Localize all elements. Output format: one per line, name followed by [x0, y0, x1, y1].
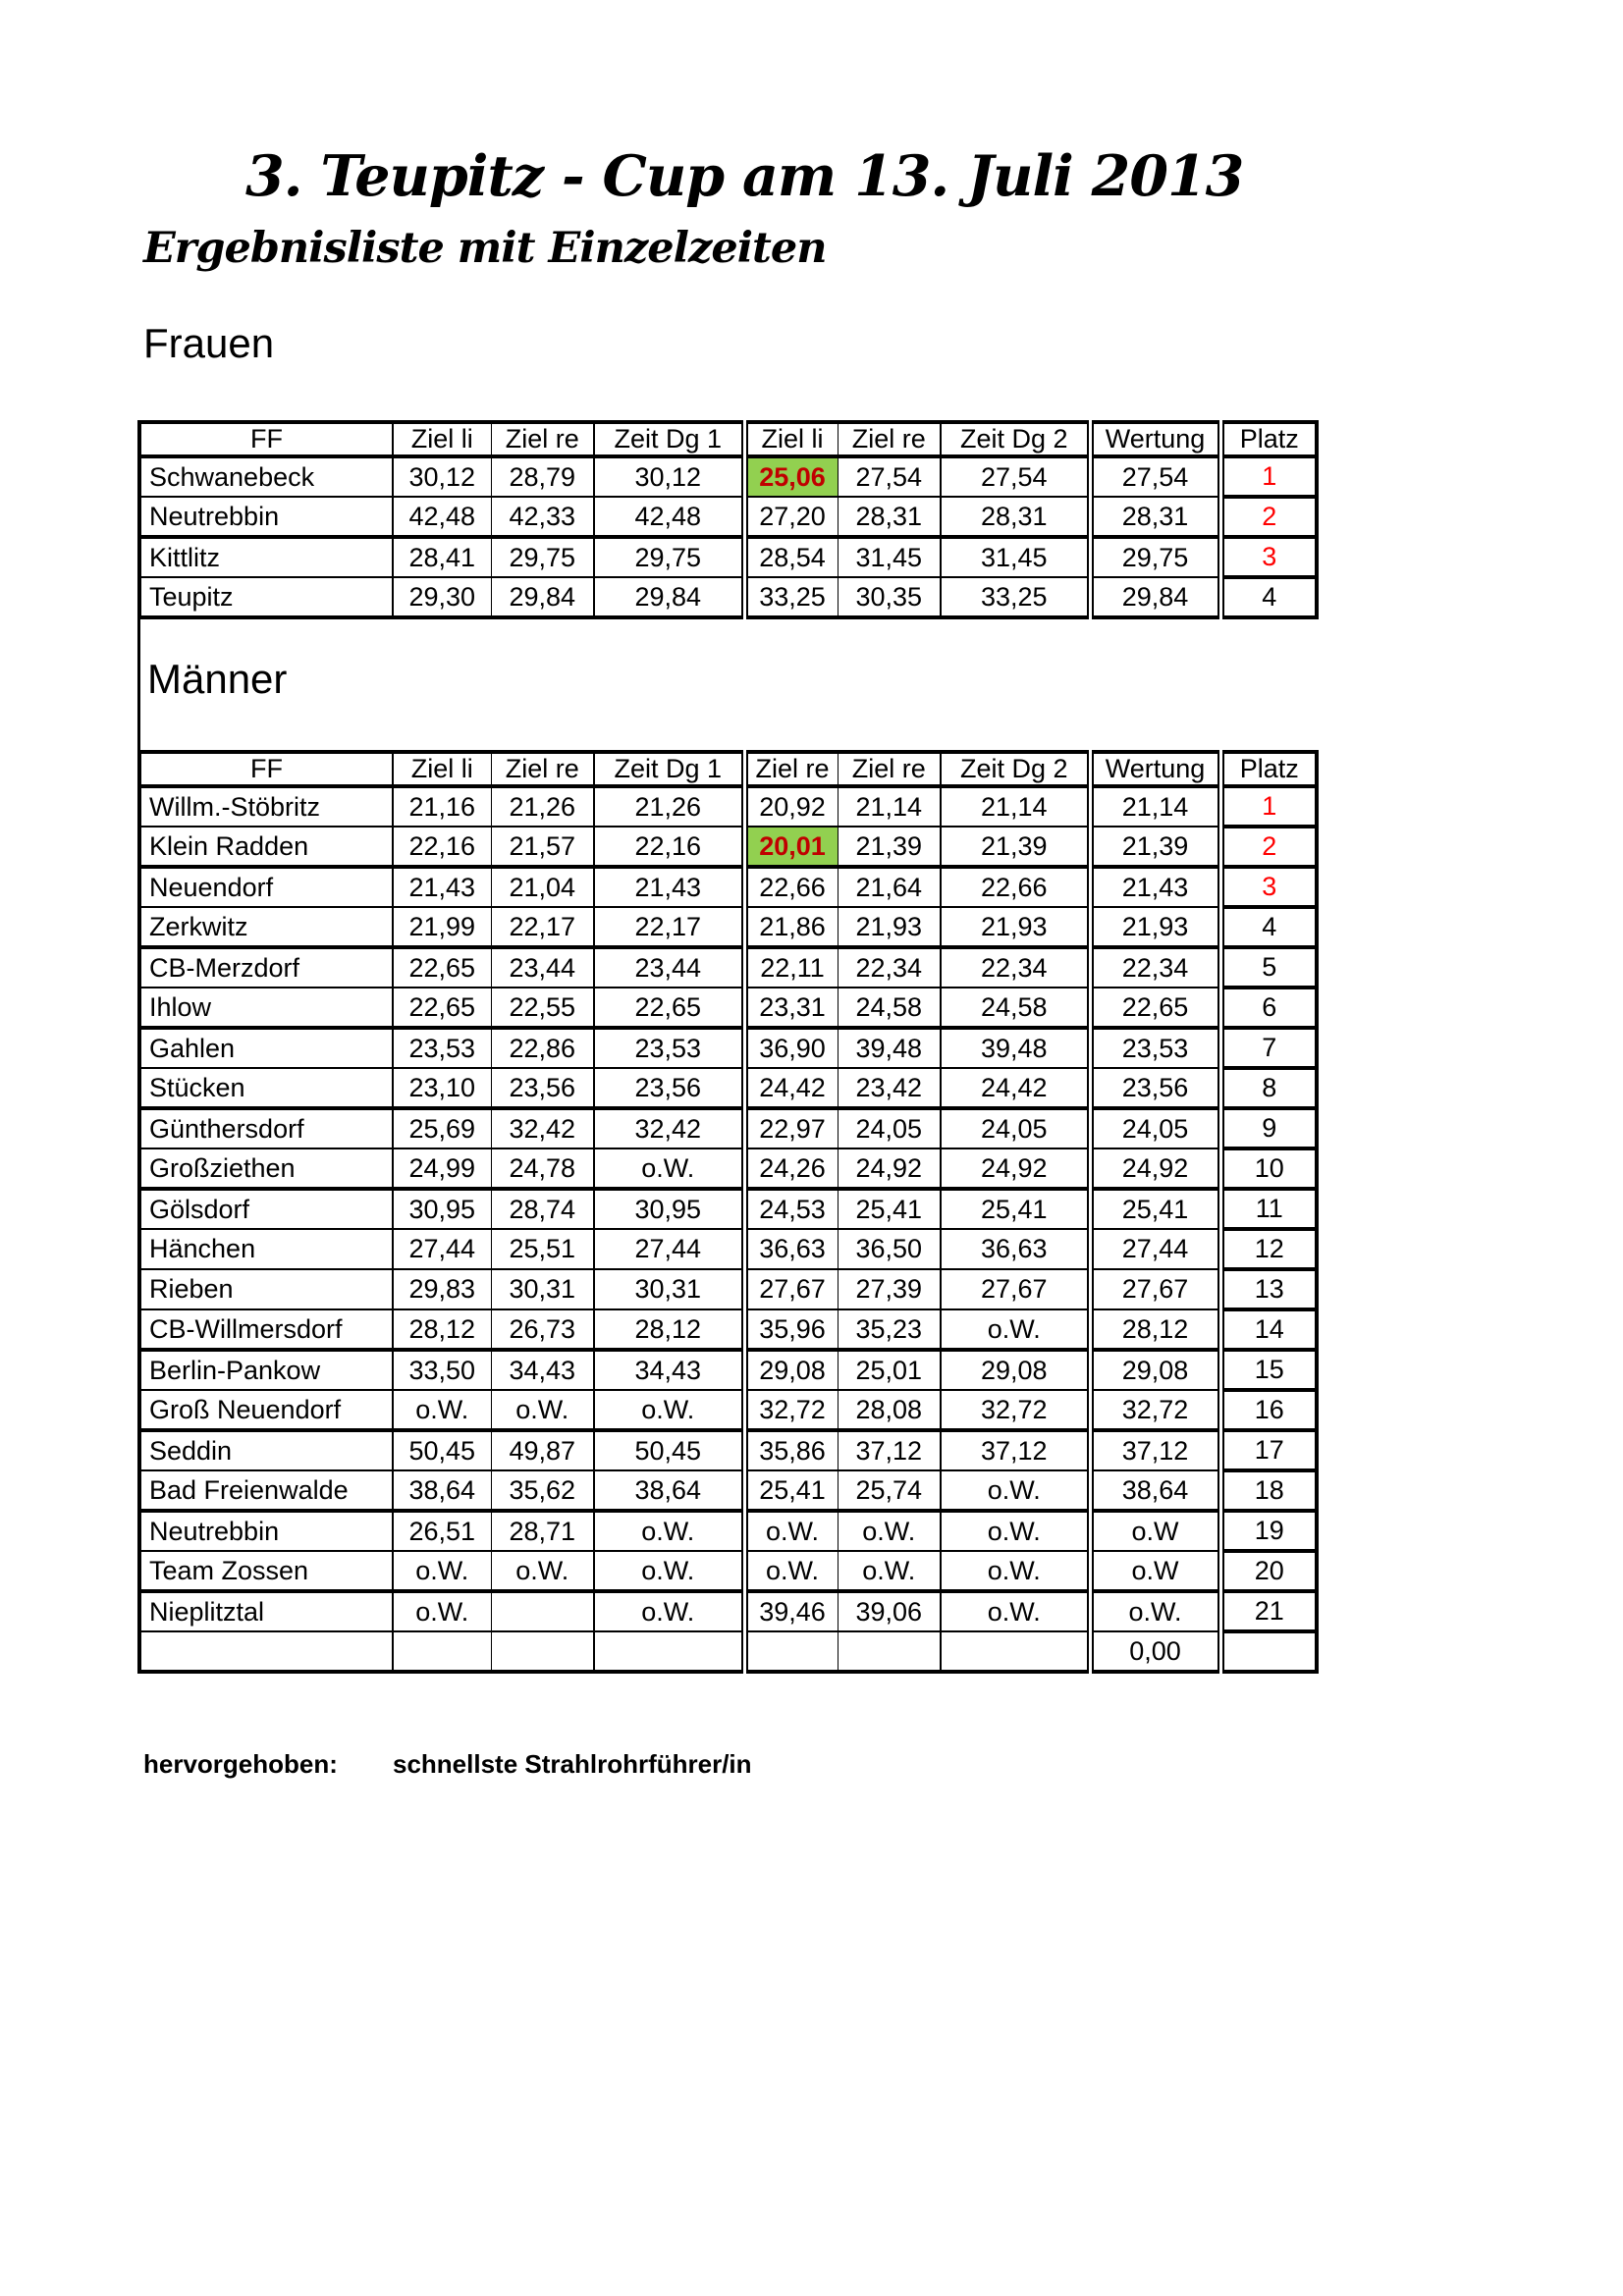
time-cell — [491, 1631, 594, 1672]
time-cell: 27,67 — [1090, 1269, 1220, 1309]
time-cell: 23,42 — [838, 1068, 941, 1108]
team-name-cell: Stücken — [139, 1068, 393, 1108]
time-cell: o.W — [1090, 1511, 1220, 1551]
platz-cell: 13 — [1220, 1269, 1317, 1309]
table-row — [139, 577, 1317, 617]
table-row — [139, 1309, 1317, 1350]
time-cell: 29,30 — [393, 577, 491, 617]
time-cell: 27,20 — [744, 497, 838, 537]
time-cell: 29,84 — [594, 577, 744, 617]
table-row — [139, 1591, 1317, 1631]
time-cell — [941, 1631, 1090, 1672]
frauen-results-table — [137, 420, 1319, 619]
header-row — [139, 422, 1317, 456]
time-cell: 23,56 — [594, 1068, 744, 1108]
time-cell: 27,39 — [838, 1269, 941, 1309]
time-cell: 24,92 — [1090, 1148, 1220, 1189]
table-row — [139, 1229, 1317, 1269]
time-cell: 22,11 — [744, 947, 838, 988]
time-cell: 20,01 — [744, 827, 838, 867]
team-name-cell: Berlin-Pankow — [139, 1350, 393, 1390]
time-cell: o.W. — [941, 1511, 1090, 1551]
time-cell: 35,96 — [744, 1309, 838, 1350]
column-header: Ziel re — [744, 752, 838, 786]
time-cell: 30,31 — [491, 1269, 594, 1309]
time-cell: 28,12 — [594, 1309, 744, 1350]
time-cell: 36,90 — [744, 1028, 838, 1068]
time-cell: 32,42 — [491, 1108, 594, 1148]
time-cell: 25,41 — [838, 1189, 941, 1229]
time-cell: 24,53 — [744, 1189, 838, 1229]
time-cell: o.W. — [393, 1390, 491, 1430]
time-cell: 42,33 — [491, 497, 594, 537]
time-cell: 27,54 — [838, 456, 941, 497]
table-row — [139, 1068, 1317, 1108]
time-cell: 22,66 — [941, 867, 1090, 907]
time-cell: 29,08 — [941, 1350, 1090, 1390]
time-cell: 21,93 — [838, 907, 941, 947]
time-cell: 38,64 — [594, 1470, 744, 1511]
time-cell: 22,97 — [744, 1108, 838, 1148]
time-cell: 33,25 — [941, 577, 1090, 617]
time-cell: 22,65 — [393, 947, 491, 988]
time-cell: 21,39 — [941, 827, 1090, 867]
time-cell: o.W. — [393, 1551, 491, 1591]
time-cell: 21,93 — [1090, 907, 1220, 947]
time-cell: 28,71 — [491, 1511, 594, 1551]
table-row — [139, 786, 1317, 827]
table-row — [139, 456, 1317, 497]
team-name-cell: Ihlow — [139, 988, 393, 1028]
team-name-cell: CB-Merzdorf — [139, 947, 393, 988]
time-cell: 22,65 — [393, 988, 491, 1028]
team-name-cell: CB-Willmersdorf — [139, 1309, 393, 1350]
time-cell: 23,44 — [491, 947, 594, 988]
time-cell: 21,14 — [1090, 786, 1220, 827]
time-cell: 21,16 — [393, 786, 491, 827]
platz-cell: 14 — [1220, 1309, 1317, 1350]
time-cell: 29,84 — [491, 577, 594, 617]
time-cell: o.W. — [594, 1390, 744, 1430]
time-cell: 33,50 — [393, 1350, 491, 1390]
time-cell: 34,43 — [594, 1350, 744, 1390]
team-name-cell: Neutrebbin — [139, 497, 393, 537]
time-cell — [744, 1631, 838, 1672]
time-cell: o.W. — [941, 1470, 1090, 1511]
time-cell: 21,04 — [491, 867, 594, 907]
time-cell: 21,26 — [594, 786, 744, 827]
time-cell: o.W. — [594, 1511, 744, 1551]
time-cell: 27,54 — [941, 456, 1090, 497]
platz-cell: 3 — [1220, 537, 1317, 577]
table-row — [139, 1148, 1317, 1189]
team-name-cell: Großziethen — [139, 1148, 393, 1189]
time-cell: 37,12 — [941, 1430, 1090, 1470]
time-cell: o.W. — [491, 1551, 594, 1591]
table-row — [139, 497, 1317, 537]
time-cell: 30,31 — [594, 1269, 744, 1309]
maenner-table-body — [139, 786, 1317, 1672]
time-cell: 22,34 — [838, 947, 941, 988]
page-subtitle: Ergebnisliste mit Einzelzeiten — [143, 224, 827, 273]
time-cell: 22,55 — [491, 988, 594, 1028]
team-name-cell: Hänchen — [139, 1229, 393, 1269]
platz-cell: 1 — [1220, 786, 1317, 827]
time-cell: 24,58 — [941, 988, 1090, 1028]
time-cell: 29,84 — [1090, 577, 1220, 617]
column-header: Wertung — [1090, 422, 1220, 456]
table-row — [139, 1350, 1317, 1390]
maenner-table-header — [139, 752, 1317, 786]
header-row — [139, 752, 1317, 786]
time-cell: 21,99 — [393, 907, 491, 947]
time-cell: o.W. — [838, 1551, 941, 1591]
time-cell: 26,51 — [393, 1511, 491, 1551]
team-name-cell: Rieben — [139, 1269, 393, 1309]
time-cell: 30,95 — [393, 1189, 491, 1229]
team-name-cell: Neutrebbin — [139, 1511, 393, 1551]
time-cell: 26,73 — [491, 1309, 594, 1350]
time-cell: 21,43 — [594, 867, 744, 907]
table-row — [139, 907, 1317, 947]
platz-cell: 18 — [1220, 1470, 1317, 1511]
column-header: Ziel re — [491, 752, 594, 786]
time-cell: 22,65 — [594, 988, 744, 1028]
platz-cell: 6 — [1220, 988, 1317, 1028]
time-cell: o.W. — [1090, 1591, 1220, 1631]
time-cell: 21,86 — [744, 907, 838, 947]
time-cell: o.W. — [594, 1591, 744, 1631]
frauen-table-header — [139, 422, 1317, 456]
column-header: Platz — [1220, 422, 1317, 456]
time-cell: 21,43 — [393, 867, 491, 907]
time-cell: 21,93 — [941, 907, 1090, 947]
table-row — [139, 1390, 1317, 1430]
time-cell: 21,43 — [1090, 867, 1220, 907]
platz-cell: 9 — [1220, 1108, 1317, 1148]
time-cell: 49,87 — [491, 1430, 594, 1470]
time-cell: 22,17 — [491, 907, 594, 947]
column-header: FF — [139, 422, 393, 456]
time-cell: 24,26 — [744, 1148, 838, 1189]
time-cell: 50,45 — [594, 1430, 744, 1470]
time-cell: o.W. — [744, 1511, 838, 1551]
time-cell: 33,25 — [744, 577, 838, 617]
time-cell: 27,54 — [1090, 456, 1220, 497]
table-row — [139, 1631, 1317, 1672]
time-cell: 23,44 — [594, 947, 744, 988]
time-cell — [838, 1631, 941, 1672]
table-row — [139, 867, 1317, 907]
column-header: Ziel re — [838, 752, 941, 786]
table-row — [139, 1551, 1317, 1591]
time-cell: 29,75 — [1090, 537, 1220, 577]
time-cell: 28,41 — [393, 537, 491, 577]
time-cell: 25,69 — [393, 1108, 491, 1148]
time-cell: 27,44 — [1090, 1229, 1220, 1269]
time-cell: 37,12 — [838, 1430, 941, 1470]
table-row — [139, 988, 1317, 1028]
team-name-cell: Gahlen — [139, 1028, 393, 1068]
section-heading-frauen: Frauen — [143, 320, 275, 366]
time-cell: 38,64 — [393, 1470, 491, 1511]
time-cell: o.W. — [393, 1591, 491, 1631]
time-cell: 27,67 — [744, 1269, 838, 1309]
team-name-cell: Kittlitz — [139, 537, 393, 577]
time-cell: 39,48 — [941, 1028, 1090, 1068]
time-cell: 21,39 — [1090, 827, 1220, 867]
platz-cell: 21 — [1220, 1591, 1317, 1631]
column-header: Zeit Dg 1 — [594, 422, 744, 456]
time-cell: 28,74 — [491, 1189, 594, 1229]
time-cell: 29,75 — [594, 537, 744, 577]
time-cell: 20,92 — [744, 786, 838, 827]
team-name-cell: Teupitz — [139, 577, 393, 617]
time-cell: 36,63 — [941, 1229, 1090, 1269]
time-cell: 24,42 — [941, 1068, 1090, 1108]
time-cell: 23,56 — [491, 1068, 594, 1108]
platz-cell: 12 — [1220, 1229, 1317, 1269]
time-cell: o.W — [1090, 1551, 1220, 1591]
platz-cell: 8 — [1220, 1068, 1317, 1108]
platz-cell: 4 — [1220, 577, 1317, 617]
team-name-cell: Neuendorf — [139, 867, 393, 907]
platz-cell — [1220, 1631, 1317, 1672]
time-cell — [491, 1591, 594, 1631]
platz-cell: 3 — [1220, 867, 1317, 907]
platz-cell: 2 — [1220, 497, 1317, 537]
team-name-cell: Klein Radden — [139, 827, 393, 867]
table-row — [139, 537, 1317, 577]
table-row — [139, 1511, 1317, 1551]
team-name-cell: Günthersdorf — [139, 1108, 393, 1148]
time-cell: 23,53 — [594, 1028, 744, 1068]
team-name-cell: Seddin — [139, 1430, 393, 1470]
time-cell: 29,08 — [744, 1350, 838, 1390]
platz-cell: 5 — [1220, 947, 1317, 988]
table-row — [139, 1108, 1317, 1148]
time-cell: 25,41 — [941, 1189, 1090, 1229]
platz-cell: 1 — [1220, 456, 1317, 497]
column-header: Platz — [1220, 752, 1317, 786]
column-header: Ziel li — [393, 422, 491, 456]
time-cell: 29,75 — [491, 537, 594, 577]
column-header: Zeit Dg 1 — [594, 752, 744, 786]
time-cell: 28,08 — [838, 1390, 941, 1430]
time-cell: 28,31 — [941, 497, 1090, 537]
time-cell: 31,45 — [941, 537, 1090, 577]
time-cell: 34,43 — [491, 1350, 594, 1390]
time-cell: 25,41 — [1090, 1189, 1220, 1229]
section-heading-maenner: Männer — [147, 656, 288, 702]
table-row — [139, 827, 1317, 867]
time-cell — [393, 1631, 491, 1672]
time-cell: 39,46 — [744, 1591, 838, 1631]
time-cell: 39,48 — [838, 1028, 941, 1068]
time-cell: 36,50 — [838, 1229, 941, 1269]
time-cell: 25,74 — [838, 1470, 941, 1511]
time-cell: 42,48 — [393, 497, 491, 537]
column-header: Wertung — [1090, 752, 1220, 786]
time-cell: 30,12 — [393, 456, 491, 497]
time-cell: 21,26 — [491, 786, 594, 827]
time-cell: 24,42 — [744, 1068, 838, 1108]
time-cell: 21,14 — [838, 786, 941, 827]
table-row — [139, 1028, 1317, 1068]
time-cell: 21,14 — [941, 786, 1090, 827]
column-header: Zeit Dg 2 — [941, 422, 1090, 456]
time-cell: o.W. — [594, 1551, 744, 1591]
team-name-cell — [139, 1631, 393, 1672]
time-cell: 24,78 — [491, 1148, 594, 1189]
team-name-cell: Groß Neuendorf — [139, 1390, 393, 1430]
time-cell: 21,64 — [838, 867, 941, 907]
page-title: 3. Teupitz - Cup am 13. Juli 2013 — [245, 143, 1244, 209]
time-cell: o.W. — [491, 1390, 594, 1430]
frauen-table-body — [139, 456, 1317, 617]
time-cell: 24,99 — [393, 1148, 491, 1189]
time-cell: 24,58 — [838, 988, 941, 1028]
time-cell: 22,34 — [1090, 947, 1220, 988]
time-cell: o.W. — [941, 1591, 1090, 1631]
platz-cell: 10 — [1220, 1148, 1317, 1189]
time-cell: 28,54 — [744, 537, 838, 577]
time-cell: 38,64 — [1090, 1470, 1220, 1511]
time-cell: 28,31 — [1090, 497, 1220, 537]
platz-cell: 17 — [1220, 1430, 1317, 1470]
team-name-cell: Schwanebeck — [139, 456, 393, 497]
table-row — [139, 1470, 1317, 1511]
table-row — [139, 947, 1317, 988]
time-cell: 35,62 — [491, 1470, 594, 1511]
time-cell: 32,72 — [744, 1390, 838, 1430]
platz-cell: 15 — [1220, 1350, 1317, 1390]
time-cell: 28,79 — [491, 456, 594, 497]
time-cell: 22,16 — [594, 827, 744, 867]
time-cell: 37,12 — [1090, 1430, 1220, 1470]
time-cell: 32,72 — [1090, 1390, 1220, 1430]
time-cell: 39,06 — [838, 1591, 941, 1631]
time-cell: 22,86 — [491, 1028, 594, 1068]
time-cell: o.W. — [941, 1551, 1090, 1591]
team-name-cell: Nieplitztal — [139, 1591, 393, 1631]
time-cell: 31,45 — [838, 537, 941, 577]
time-cell: o.W. — [941, 1309, 1090, 1350]
time-cell: 25,06 — [744, 456, 838, 497]
time-cell: 0,00 — [1090, 1631, 1220, 1672]
time-cell: 42,48 — [594, 497, 744, 537]
time-cell: 21,57 — [491, 827, 594, 867]
team-name-cell: Team Zossen — [139, 1551, 393, 1591]
time-cell: o.W. — [744, 1551, 838, 1591]
time-cell: 24,92 — [941, 1148, 1090, 1189]
column-header: Zeit Dg 2 — [941, 752, 1090, 786]
time-cell: 28,12 — [393, 1309, 491, 1350]
time-cell — [594, 1631, 744, 1672]
time-cell: 22,34 — [941, 947, 1090, 988]
time-cell: 27,67 — [941, 1269, 1090, 1309]
time-cell: 30,12 — [594, 456, 744, 497]
platz-cell: 11 — [1220, 1189, 1317, 1229]
table-row — [139, 1430, 1317, 1470]
team-name-cell: Willm.-Stöbritz — [139, 786, 393, 827]
time-cell: 29,83 — [393, 1269, 491, 1309]
team-name-cell: Zerkwitz — [139, 907, 393, 947]
time-cell: 29,08 — [1090, 1350, 1220, 1390]
time-cell: 25,41 — [744, 1470, 838, 1511]
column-header: Ziel re — [491, 422, 594, 456]
time-cell: 23,56 — [1090, 1068, 1220, 1108]
platz-cell: 4 — [1220, 907, 1317, 947]
platz-cell: 2 — [1220, 827, 1317, 867]
time-cell: 35,86 — [744, 1430, 838, 1470]
platz-cell: 16 — [1220, 1390, 1317, 1430]
time-cell: 24,05 — [838, 1108, 941, 1148]
legend-text: schnellste Strahlrohrführer/in — [393, 1749, 752, 1779]
legend — [143, 1749, 1223, 1780]
time-cell: 22,17 — [594, 907, 744, 947]
platz-cell: 7 — [1220, 1028, 1317, 1068]
column-header: Ziel li — [393, 752, 491, 786]
platz-cell: 19 — [1220, 1511, 1317, 1551]
time-cell: 22,16 — [393, 827, 491, 867]
time-cell: 23,10 — [393, 1068, 491, 1108]
time-cell: 24,05 — [941, 1108, 1090, 1148]
platz-cell: 20 — [1220, 1551, 1317, 1591]
team-name-cell: Gölsdorf — [139, 1189, 393, 1229]
time-cell: 28,31 — [838, 497, 941, 537]
legend-label: hervorgehoben: — [143, 1749, 338, 1779]
time-cell: 23,31 — [744, 988, 838, 1028]
time-cell: 25,01 — [838, 1350, 941, 1390]
table-left-border-connector — [137, 616, 140, 750]
time-cell: 27,44 — [393, 1229, 491, 1269]
time-cell: 22,65 — [1090, 988, 1220, 1028]
time-cell: 25,51 — [491, 1229, 594, 1269]
time-cell: 21,39 — [838, 827, 941, 867]
time-cell: 24,92 — [838, 1148, 941, 1189]
column-header: FF — [139, 752, 393, 786]
time-cell: 36,63 — [744, 1229, 838, 1269]
time-cell: 35,23 — [838, 1309, 941, 1350]
time-cell: 30,35 — [838, 577, 941, 617]
table-row — [139, 1269, 1317, 1309]
time-cell: 32,72 — [941, 1390, 1090, 1430]
time-cell: 27,44 — [594, 1229, 744, 1269]
time-cell: o.W. — [838, 1511, 941, 1551]
time-cell: 23,53 — [1090, 1028, 1220, 1068]
time-cell: 30,95 — [594, 1189, 744, 1229]
time-cell: 28,12 — [1090, 1309, 1220, 1350]
time-cell: 50,45 — [393, 1430, 491, 1470]
time-cell: 23,53 — [393, 1028, 491, 1068]
column-header: Ziel re — [838, 422, 941, 456]
column-header: Ziel li — [744, 422, 838, 456]
team-name-cell: Bad Freienwalde — [139, 1470, 393, 1511]
time-cell: 32,42 — [594, 1108, 744, 1148]
time-cell: o.W. — [594, 1148, 744, 1189]
time-cell: 24,05 — [1090, 1108, 1220, 1148]
table-row — [139, 1189, 1317, 1229]
maenner-results-table — [137, 750, 1319, 1674]
time-cell: 22,66 — [744, 867, 838, 907]
